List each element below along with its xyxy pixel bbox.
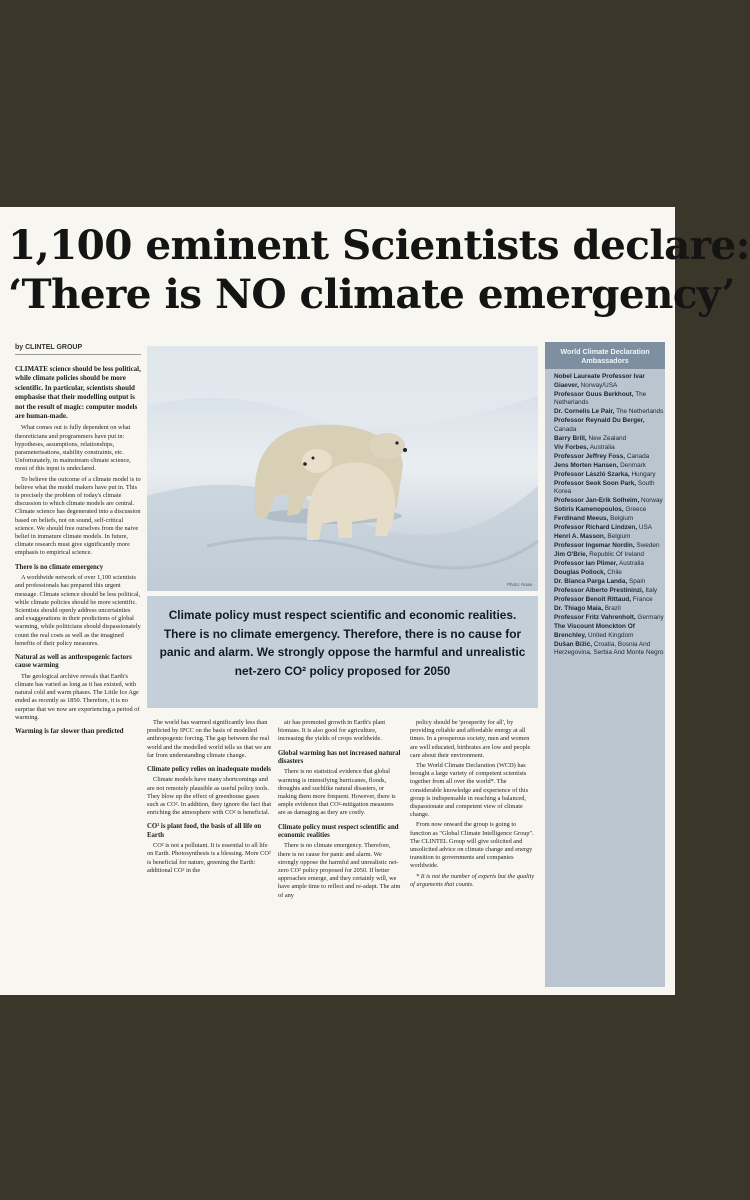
ambassador-name: Professor Jeffrey Foss, — [554, 452, 626, 460]
article-column-4 — [410, 719, 538, 995]
ambassador-entry — [554, 596, 665, 605]
ambassador-entry — [554, 587, 665, 596]
photo-credit: Photo: Noaa — [506, 582, 532, 587]
ambassador-country: Sweden — [636, 542, 660, 550]
paragraph: There is no climate emergency. Therefore, there is no cause for panic and alarm. We strongly oppose the harmful and unrealistic net-zero CO² policy proposed for 2050. If better approaches emerge, and they certainly will, we have ample time to reflect and re-adapt. The aim of any — [278, 842, 401, 899]
byline: by CLINTEL GROUP — [15, 344, 83, 351]
section-heading: Natural as well as anthropogenic factors cause warming — [15, 653, 132, 670]
ambassador-country: Chile — [607, 569, 622, 577]
headline-line-1: 1,100 eminent Scientists declare: — [8, 221, 750, 269]
ambassador-name: Professor Richard Lindzen, — [554, 524, 638, 532]
paragraph: policy should be 'prosperity for all', by providing reliable and affordable energy at all times. In a prosperous society, men and women are well educated, birthrates are low and people care about their environment. — [410, 719, 531, 759]
ambassador-entry — [554, 542, 665, 551]
paragraph: air has promoted growth in Earth's plant biomass. It is also good for agriculture, increasing the yields of crops worldwide. — [278, 719, 386, 743]
section-heading: There is no climate emergency — [15, 563, 104, 571]
ambassador-country: Canada — [554, 425, 577, 433]
ambassador-country: Spain — [628, 578, 646, 586]
ambassador-entry — [554, 605, 665, 614]
ambassador-name: Professor Seok Soon Park, — [554, 479, 637, 487]
ambassador-name: Professor László Szarka, — [554, 470, 630, 478]
ambassador-entry — [554, 614, 665, 623]
ambassador-entry — [554, 435, 665, 444]
ambassador-name: Dr. Cornelis Le Pair, — [554, 408, 615, 416]
byline-divider — [15, 354, 141, 355]
headline-line-2: ‘There is NO climate emergency’ — [8, 270, 735, 318]
ambassador-name: Professor Benoît Rittaud, — [554, 596, 632, 604]
newspaper-page — [0, 207, 750, 995]
ambassador-entry — [554, 506, 665, 515]
ambassador-name: Professor Alberto Prestininzi, — [554, 587, 644, 595]
ambassador-country: Brazil — [604, 605, 621, 613]
ambassador-country: France — [632, 596, 653, 604]
ambassador-name: Dr. Blanca Parga Landa, — [554, 578, 628, 586]
ambassador-entry — [554, 560, 665, 569]
article-intro: CLIMATE science should be less political, while climate policies should be more scientific. In particular, scientists should emphasise that their modelling output is not the result of magic: computer models are human-made. — [15, 365, 141, 421]
ambassador-entry — [554, 462, 665, 471]
section-heading: CO² is plant food, the basis of all life on Earth — [147, 823, 262, 839]
ambassador-name: The Viscount Monckton Of Brenchley, — [554, 623, 635, 639]
ambassador-entry — [554, 569, 665, 578]
ambassador-name: Dr. Thiago Maia, — [554, 605, 604, 613]
ambassador-country: Republic Of Ireland — [589, 551, 644, 559]
ambassador-entry — [554, 480, 665, 497]
paragraph: There is no statistical evidence that global warming is intensifying hurricanes, floods, droughts and suchlike natural disasters, or making them more frequent. However, there is ample evidence that CO²-mitigation measures are as damaging as they are costly. — [278, 768, 396, 817]
ambassador-name: Professor Ian Plimer, — [554, 560, 618, 568]
ambassador-entry — [554, 417, 665, 434]
ambassador-list — [545, 369, 665, 658]
ambassador-entry — [554, 444, 665, 453]
ambassador-country: The Netherlands — [554, 390, 647, 407]
ambassador-name: Ferdinand Meeus, — [554, 515, 609, 523]
ambassador-country: Croatia, Bosnia And Herzegovina, Serbia And Monte Negro — [554, 640, 664, 657]
ambassador-country: Denmark — [620, 461, 646, 469]
ambassador-entry — [554, 533, 665, 542]
ambassador-name: Barry Brill, — [554, 434, 587, 442]
ambassador-country: The Netherlands — [616, 408, 664, 416]
ambassador-country: Norway — [641, 497, 663, 505]
ambassador-entry — [554, 515, 665, 524]
polar-bear-photo — [147, 346, 538, 591]
ambassador-name: Nobel Laureate Professor Ivar Giaever, — [554, 373, 645, 389]
ambassador-name: Viv Forbes, — [554, 443, 589, 451]
ambassador-country: South Korea — [554, 479, 655, 496]
article-column-2 — [147, 719, 272, 995]
ambassador-name: Dušan Bižić, — [554, 640, 592, 648]
paragraph: The World Climate Declaration (WCD) has brought a large variety of competent scientists together from all over the world*. The considerable knowledge and experience of this group is indispensable in reaching a balanced, dispassionate and competent view of climate change. — [410, 762, 529, 819]
paragraph: CO² is not a pollutant. It is essential to all life on Earth. Photosynthesis is a blessing. More CO² is beneficial for nature, greening the Earth: additional CO² in the — [147, 842, 271, 874]
headline — [8, 221, 750, 319]
ambassador-entry — [554, 551, 665, 560]
paragraph: To believe the outcome of a climate model is to believe what the model makers have put in. This is precisely the problem of today's climate discussion to which climate models are central. Climate science has degenerated into a discussion based on beliefs, not on sound, self-critical science. We should free ourselves from the naive belief in immature climate models. In future, climate research must give significantly more emphasis to empirical science. — [15, 475, 141, 557]
ambassador-country: Belgium — [607, 533, 631, 541]
ambassador-entry — [554, 497, 665, 506]
pull-quote-text: Climate policy must respect scientific and economic realities. There is no climate emergency. Therefore, there is no cause for panic and alarm. We strongly oppose the harmful and unrealistic net-zero CO² policy proposed for 2050 — [159, 608, 526, 678]
ambassador-country: Australia — [619, 560, 644, 568]
ambassador-entry — [554, 578, 665, 587]
ambassador-country: Greece — [625, 506, 647, 514]
ambassador-name: Jim O'Brie, — [554, 551, 588, 559]
ambassador-entry — [554, 408, 665, 417]
ambassadors-sidebar — [545, 342, 665, 987]
ambassador-name: Professor Guus Berkhout, — [554, 390, 634, 398]
paragraph: Climate models have many shortcomings and are not remotely plausible as useful policy tools. They blow up the effect of greenhouse gases such as CO². In addition, they ignore the fact that enriching the atmosphere with CO² is beneficial. — [147, 776, 272, 817]
section-heading: Global warming has not increased natural disasters — [278, 749, 401, 766]
ambassador-name: Sotiris Kamenopoulos, — [554, 506, 624, 514]
article-column-1-body — [15, 424, 141, 736]
ambassador-country: Norway/USA — [580, 381, 618, 389]
ambassador-country: United Kingdom — [587, 631, 634, 639]
paragraph: A worldwide network of over 1,100 scientists and professionals has prepared this urgent message. Climate science should be less political, while climate policies should be more scientific. Scientists should openly address uncertainties and exaggerations in their predictions of global warming, while politicians should dispassionately count the real costs as well as the imagined benefits of their policy measures. — [15, 574, 141, 647]
paragraph: From now onward the group is going to function as "Global Climate Intelligence Group". The CLINTEL Group will give solicited and unsolicited advice on climate change and energy transition to governments and companies worldwide. — [410, 821, 534, 870]
ambassador-name: Douglas Pollock, — [554, 569, 606, 577]
ambassador-name: Henri A. Masson, — [554, 533, 606, 541]
ambassador-entry — [554, 641, 665, 658]
ambassador-entry — [554, 623, 665, 640]
article-column-3 — [278, 719, 402, 995]
pull-quote-box — [147, 596, 538, 708]
footnote: * It is not the number of experts but the quality of arguments that counts. — [410, 872, 535, 888]
ambassador-name: Jens Morten Hansen, — [554, 461, 619, 469]
ambassador-entry — [554, 391, 665, 408]
ambassador-name: Professor Reynald Du Berger, — [554, 417, 645, 425]
ambassador-name: Professor Ingemar Nordin, — [554, 542, 635, 550]
ambassador-country: Hungary — [631, 470, 656, 478]
ambassador-entry — [554, 471, 665, 480]
paragraph: The world has warmed significantly less than predicted by IPCC on the basis of modelled anthropogenic forcing. The gap between the real world and the modelled world tells us that we are far from understanding climate change. — [147, 719, 272, 759]
ambassador-entry — [554, 373, 665, 390]
ambassador-country: Germany — [637, 614, 664, 622]
ambassador-entry — [554, 524, 665, 533]
ambassador-country: Belgium — [610, 515, 634, 523]
ambassador-entry — [554, 453, 665, 462]
polar-bear-illustration — [147, 346, 538, 591]
article-column-1 — [15, 365, 141, 995]
ambassador-country: Italy — [645, 587, 658, 595]
ambassador-country: Australia — [589, 443, 615, 451]
ambassador-country: USA — [638, 524, 653, 532]
ambassador-name: Professor Fritz Vahrenholt, — [554, 614, 636, 622]
ambassador-country: Canada — [626, 452, 650, 460]
ambassador-name: Professor Jan-Erik Solheim, — [554, 497, 640, 505]
ambassador-country: New Zealand — [588, 434, 627, 442]
sidebar-title: World Climate Declaration Ambassadors — [545, 342, 665, 369]
section-heading: Climate policy relies on inadequate models — [147, 766, 271, 774]
section-heading: Climate policy must respect scientific and economic realities — [278, 823, 399, 840]
paragraph: The geological archive reveals that Earth's climate has varied as long as it has existed, with natural cold and warm phases. The Little Ice Age ended as recently as 1850. Therefore, it is no surprise that we now are experiencing a period of warming. — [15, 672, 140, 721]
section-heading: Warming is far slower than predicted — [15, 727, 124, 735]
paragraph: What comes out is fully dependent on what theoreticians and programmers have put in: hypotheses, assumptions, relationships, parameterisations, stability constraints, etc. Unfortunately, in mainstream climate science, most of this input is undeclared. — [15, 424, 131, 473]
